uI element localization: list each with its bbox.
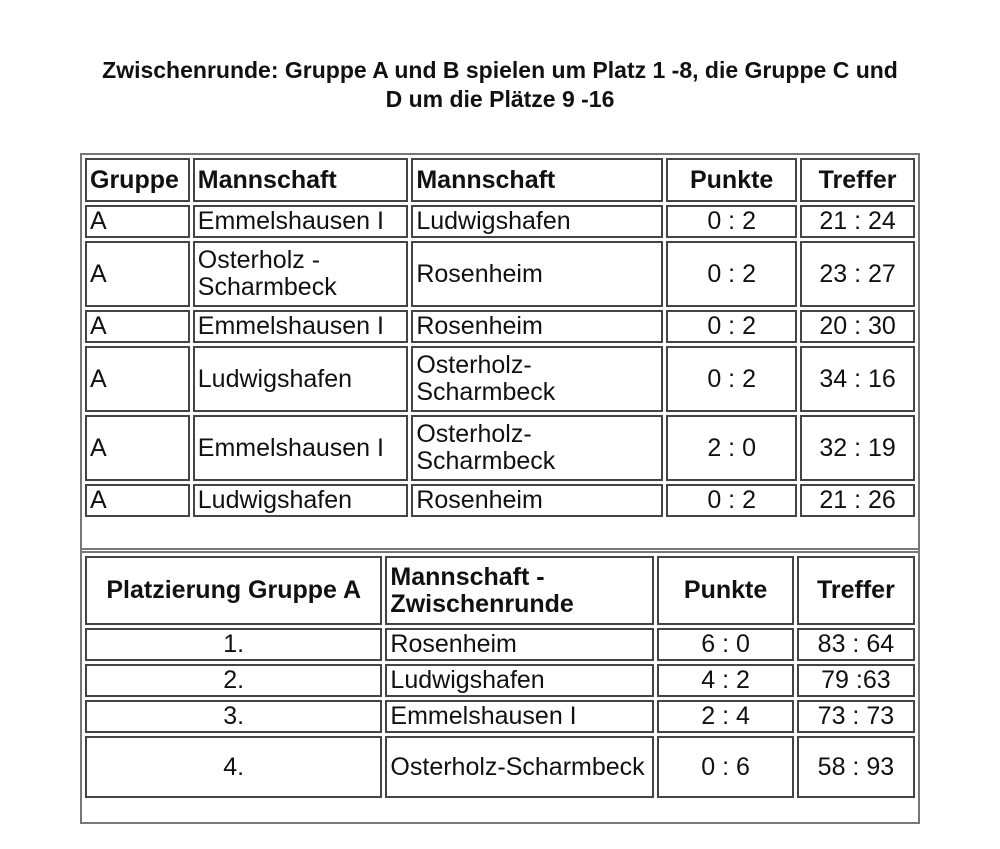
cell-rank: 1.: [85, 628, 382, 661]
header-mannschaft-2: Mannschaft: [411, 158, 663, 202]
cell-goals: 21 : 26: [800, 484, 915, 517]
cell-team-2: Osterholz-Scharmbeck: [411, 346, 663, 412]
cell-goals: 58 : 93: [797, 736, 915, 798]
cell-team-1: Ludwigshafen: [193, 346, 409, 412]
title-line-1: Zwischenrunde: Gruppe A und B spielen um Platz 1 -8, die Gruppe C und: [102, 57, 898, 83]
cell-points: 0 : 2: [666, 205, 797, 238]
cell-team-2: Rosenheim: [411, 241, 663, 307]
table-row: [85, 415, 915, 481]
header-treffer: Treffer: [800, 158, 915, 202]
games-table: [82, 155, 918, 520]
title-line-2: D um die Plätze 9 -16: [385, 86, 615, 112]
cell-rank: 2.: [85, 664, 382, 697]
cell-goals: 34 : 16: [800, 346, 915, 412]
standings-table: [82, 551, 918, 801]
cell-points: 0 : 2: [666, 310, 797, 343]
cell-goals: 73 : 73: [797, 700, 915, 733]
cell-points: 6 : 0: [657, 628, 793, 661]
header-treffer: Treffer: [797, 556, 915, 625]
table-divider: [82, 548, 918, 550]
cell-points: 0 : 6: [657, 736, 793, 798]
standings-header-row: [85, 556, 915, 625]
table-row: [85, 484, 915, 517]
table-row: [85, 310, 915, 343]
cell-team-2: Rosenheim: [411, 484, 663, 517]
cell-group: A: [85, 415, 190, 481]
header-platzierung: Platzierung Gruppe A: [85, 556, 382, 625]
cell-team-2: Ludwigshafen: [411, 205, 663, 238]
table-row: [85, 628, 915, 661]
page-title: [0, 56, 1000, 114]
header-mannschaft-zwischenrunde: Mannschaft - Zwischenrunde: [385, 556, 654, 625]
table-row: [85, 700, 915, 733]
cell-team-1: Emmelshausen I: [193, 205, 409, 238]
cell-goals: 79 :63: [797, 664, 915, 697]
cell-team-1: Emmelshausen I: [193, 415, 409, 481]
cell-team: Rosenheim: [385, 628, 654, 661]
cell-rank: 3.: [85, 700, 382, 733]
header-punkte: Punkte: [657, 556, 793, 625]
cell-team: Ludwigshafen: [385, 664, 654, 697]
table-row: [85, 736, 915, 798]
cell-team-1: Emmelshausen I: [193, 310, 409, 343]
cell-team: Osterholz-Scharmbeck: [385, 736, 654, 798]
cell-points: 2 : 4: [657, 700, 793, 733]
cell-group: A: [85, 484, 190, 517]
header-punkte: Punkte: [666, 158, 797, 202]
cell-points: 0 : 2: [666, 346, 797, 412]
cell-team: Emmelshausen I: [385, 700, 654, 733]
cell-rank: 4.: [85, 736, 382, 798]
cell-goals: 20 : 30: [800, 310, 915, 343]
cell-group: A: [85, 205, 190, 238]
results-table-frame: [80, 153, 920, 824]
cell-goals: 23 : 27: [800, 241, 915, 307]
table-row: [85, 241, 915, 307]
cell-goals: 32 : 19: [800, 415, 915, 481]
cell-points: 4 : 2: [657, 664, 793, 697]
cell-group: A: [85, 310, 190, 343]
cell-team-2: Osterholz-Scharmbeck: [411, 415, 663, 481]
cell-team-2: Rosenheim: [411, 310, 663, 343]
cell-points: 0 : 2: [666, 241, 797, 307]
cell-goals: 21 : 24: [800, 205, 915, 238]
table-row: [85, 346, 915, 412]
cell-points: 0 : 2: [666, 484, 797, 517]
header-mannschaft-1: Mannschaft: [193, 158, 409, 202]
table-row: [85, 205, 915, 238]
games-header-row: [85, 158, 915, 202]
cell-group: A: [85, 241, 190, 307]
cell-team-1: Ludwigshafen: [193, 484, 409, 517]
cell-points: 2 : 0: [666, 415, 797, 481]
cell-group: A: [85, 346, 190, 412]
cell-goals: 83 : 64: [797, 628, 915, 661]
table-row: [85, 664, 915, 697]
header-gruppe: Gruppe: [85, 158, 190, 202]
cell-team-1: Osterholz - Scharmbeck: [193, 241, 409, 307]
